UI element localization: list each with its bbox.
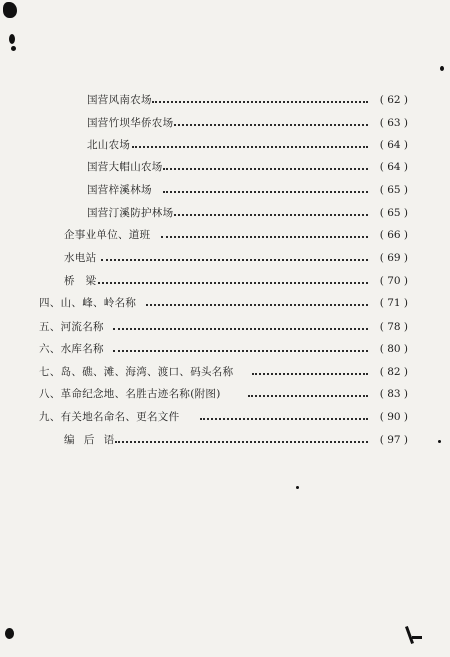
toc-page-number: ( 65 ) xyxy=(379,207,408,219)
toc-leader xyxy=(174,214,368,216)
toc-page-number: ( 97 ) xyxy=(379,434,408,446)
toc-leader xyxy=(163,191,368,193)
toc-leader xyxy=(101,259,368,261)
toc-title: 九、有关地名命名、更名文件 xyxy=(39,411,180,423)
toc-entry xyxy=(0,226,450,244)
toc-title: 国营汀溪防护林场 xyxy=(87,207,174,219)
toc-leader xyxy=(200,418,368,420)
scan-mark-right-1 xyxy=(440,66,444,71)
toc-leader xyxy=(98,282,368,284)
scan-mark-bottom-left xyxy=(5,628,14,639)
toc-page-number: ( 71 ) xyxy=(379,297,408,309)
toc-entry xyxy=(0,272,450,290)
toc-entry xyxy=(0,91,450,109)
toc-page-number: ( 62 ) xyxy=(379,94,408,106)
toc-page-number: ( 64 ) xyxy=(379,139,408,151)
toc-title: 企事业单位、道班 xyxy=(64,229,151,241)
toc-entry xyxy=(0,408,450,426)
toc-leader xyxy=(132,146,368,148)
toc-entry xyxy=(0,136,450,154)
toc-page-number: ( 63 ) xyxy=(379,117,408,129)
toc-page-number: ( 82 ) xyxy=(379,366,408,378)
toc-title: 编 后 语 xyxy=(64,434,118,446)
toc-entry xyxy=(0,181,450,199)
toc-page-number: ( 70 ) xyxy=(379,275,408,287)
scan-mark-right-3 xyxy=(296,486,299,489)
toc-title: 国营竹坝华侨农场 xyxy=(87,117,174,129)
toc-title: 水电站 xyxy=(64,252,97,264)
toc-entry xyxy=(0,158,450,176)
toc-title: 六、水库名称 xyxy=(39,343,104,355)
toc-title: 桥 梁 xyxy=(64,275,97,287)
scan-mark-top-left xyxy=(3,2,17,18)
scan-mark-left-2 xyxy=(11,46,16,51)
toc-leader xyxy=(248,395,368,397)
toc-entry xyxy=(0,385,450,403)
toc-page-number: ( 90 ) xyxy=(379,411,408,423)
scan-mark-bottom-right xyxy=(405,626,414,644)
toc-entry xyxy=(0,318,450,336)
scan-mark-left-1 xyxy=(9,34,15,44)
toc-leader xyxy=(163,168,368,170)
toc-page-number: ( 64 ) xyxy=(379,161,408,173)
toc-title: 国营梓溪林场 xyxy=(87,184,152,196)
toc-page-number: ( 78 ) xyxy=(379,321,408,333)
toc-page-number: ( 83 ) xyxy=(379,388,408,400)
toc-entry xyxy=(0,114,450,132)
toc-leader xyxy=(146,304,368,306)
scan-mark-bottom-right-2 xyxy=(412,636,422,639)
toc-page-number: ( 69 ) xyxy=(379,252,408,264)
toc-title: 国营风南农场 xyxy=(87,94,152,106)
toc-title: 七、岛、礁、滩、海湾、渡口、码头名称 xyxy=(39,366,234,378)
toc-page-number: ( 66 ) xyxy=(379,229,408,241)
toc-leader xyxy=(115,441,368,443)
toc-entry xyxy=(0,249,450,267)
toc-entry xyxy=(0,204,450,222)
toc-entry xyxy=(0,340,450,358)
toc-leader xyxy=(174,124,368,126)
toc-leader xyxy=(113,350,368,352)
toc-title: 八、革命纪念地、名胜古迹名称(附图) xyxy=(39,388,221,400)
toc-entry xyxy=(0,363,450,381)
toc-title: 五、河流名称 xyxy=(39,321,104,333)
toc-leader xyxy=(152,101,368,103)
toc-page-number: ( 80 ) xyxy=(379,343,408,355)
toc-leader xyxy=(113,328,368,330)
toc-leader xyxy=(252,373,368,375)
toc-title: 国营大帽山农场 xyxy=(87,161,163,173)
toc-entry xyxy=(0,294,450,312)
toc-title: 四、山、峰、岭名称 xyxy=(39,297,137,309)
toc-leader xyxy=(161,236,368,238)
toc-title: 北山农场 xyxy=(87,139,131,151)
toc-entry xyxy=(0,431,450,449)
toc-page-number: ( 65 ) xyxy=(379,184,408,196)
